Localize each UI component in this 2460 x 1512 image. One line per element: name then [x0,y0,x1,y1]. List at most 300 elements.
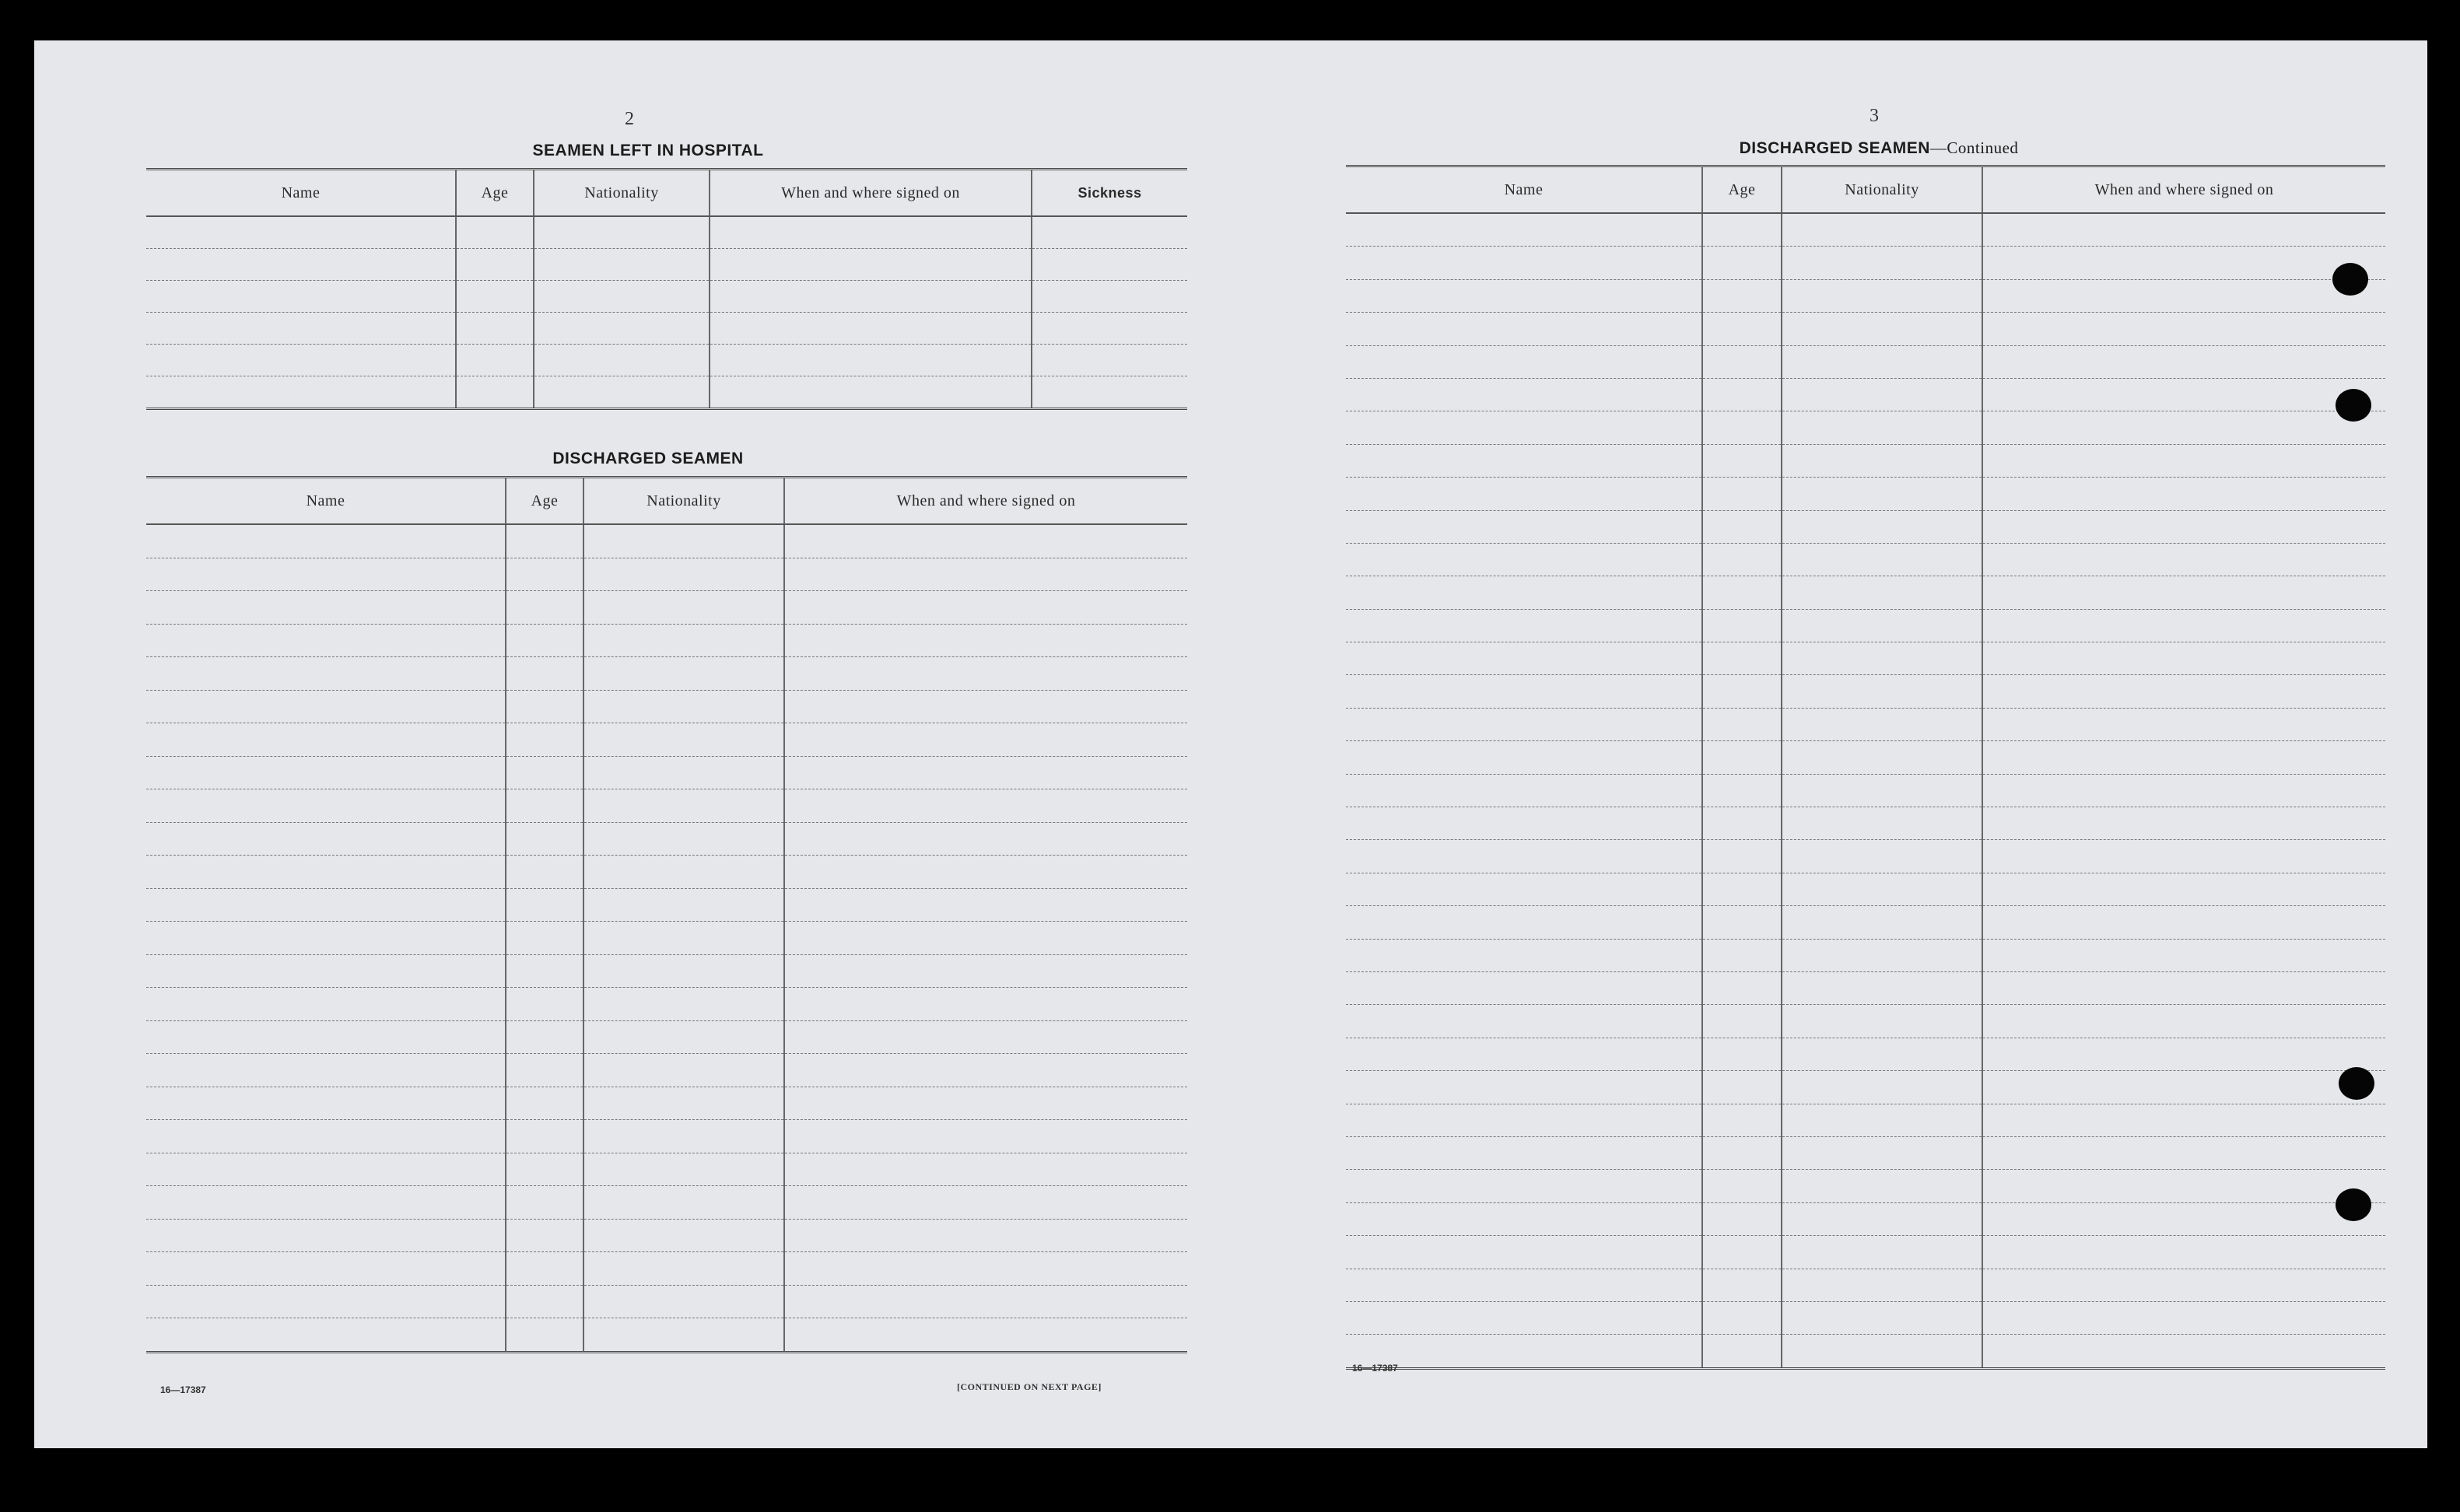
hospital-table [146,168,1187,410]
table-cell [1702,774,1782,807]
table-row [1346,609,2385,642]
hospital-header-row [146,170,1187,217]
table-cell [1702,411,1782,444]
table-row [1346,1301,2385,1334]
table-cell [710,376,1032,409]
table-cell [1346,543,1702,576]
table-cell [583,690,784,723]
table-cell [146,856,506,889]
punch-hole [2332,263,2368,296]
table-cell [1702,1104,1782,1136]
table-cell [506,856,583,889]
table-row [1346,807,2385,840]
table-row [146,1252,1187,1286]
table-cell [1346,478,1702,510]
table-cell [1782,444,1982,477]
table-row [1346,1038,2385,1070]
table-row [146,524,1187,558]
table-cell [146,1318,506,1353]
table-cell [583,756,784,789]
table-cell [1982,1071,2385,1104]
table-cell [1982,1170,2385,1202]
continued-title-suffix: —Continued [1929,138,2019,157]
table-cell [1782,378,1982,411]
table-cell [456,376,534,409]
table-cell [1782,1136,1982,1169]
table-cell [1782,478,1982,510]
table-row [146,1120,1187,1153]
table-cell [784,1186,1187,1220]
table-cell [1346,873,1702,905]
table-cell [146,524,506,558]
table-cell [456,249,534,281]
table-cell [1702,939,1782,971]
table-cell [1702,873,1782,905]
discharged-table [146,476,1187,1353]
table-row [146,789,1187,823]
table-cell [506,1285,583,1318]
table-cell [784,954,1187,988]
table-cell [583,1219,784,1252]
table-cell [146,690,506,723]
table-cell [784,856,1187,889]
table-cell [1702,1038,1782,1070]
table-row [146,1318,1187,1353]
table-cell [583,1252,784,1286]
table-cell [583,822,784,856]
table-cell [1032,313,1187,345]
table-cell [1982,1301,2385,1334]
discharged-rows [146,524,1187,1352]
table-cell [1702,840,1782,873]
table-row [146,988,1187,1021]
table-cell [146,1120,506,1153]
table-cell [1782,774,1982,807]
table-cell [784,1120,1187,1153]
table-cell [583,657,784,691]
table-cell [1982,576,2385,609]
table-cell [146,1020,506,1054]
table-cell [784,1285,1187,1318]
table-cell [1782,279,1982,312]
table-cell [146,1219,506,1252]
table-cell [146,558,506,591]
table-row [146,954,1187,988]
column-header-name: Name [146,170,456,217]
table-cell [1982,675,2385,708]
table-row [1346,478,2385,510]
table-cell [506,524,583,558]
table-cell [506,1219,583,1252]
table-cell [1982,247,2385,279]
table-cell [1782,741,1982,774]
continued-header-row [1346,166,2385,214]
table-cell [1782,543,1982,576]
table-cell [506,1318,583,1353]
table-cell [1346,279,1702,312]
table-row [1346,1269,2385,1301]
table-cell [1346,675,1702,708]
table-cell [1782,873,1982,905]
table-cell [1982,741,2385,774]
table-cell [1346,1269,1702,1301]
table-cell [1782,1269,1982,1301]
table-cell [784,822,1187,856]
table-cell [146,1054,506,1087]
table-cell [1346,378,1702,411]
table-cell [1982,378,2385,411]
table-cell [506,657,583,691]
table-row [1346,1236,2385,1269]
table-cell [506,1054,583,1087]
table-cell [1346,1170,1702,1202]
table-cell [1702,708,1782,740]
table-cell [506,888,583,922]
table-cell [784,888,1187,922]
table-cell [1346,510,1702,543]
table-cell [1782,840,1982,873]
table-cell [583,591,784,625]
table-cell [146,281,456,313]
table-cell [1982,774,2385,807]
table-row [146,313,1187,345]
table-cell [1782,1005,1982,1038]
table-cell [1982,971,2385,1004]
table-cell [784,723,1187,757]
table-cell [506,922,583,955]
table-cell [1982,1335,2385,1368]
table-cell [1346,1236,1702,1269]
table-cell [583,1020,784,1054]
table-row [146,1020,1187,1054]
table-row [146,281,1187,313]
table-cell [1782,642,1982,675]
table-cell [506,1153,583,1186]
form-number: 16—17387 [160,1384,206,1395]
table-cell [1982,1236,2385,1269]
table-cell [784,756,1187,789]
table-cell [534,313,710,345]
table-row [1346,345,2385,378]
table-cell [1346,1136,1702,1169]
table-cell [784,1020,1187,1054]
table-cell [1346,741,1702,774]
table-cell [1782,213,1982,247]
table-cell [583,1054,784,1087]
table-cell [784,1054,1187,1087]
table-cell [506,690,583,723]
table-row [1346,1071,2385,1104]
table-cell [1702,279,1782,312]
table-cell [583,988,784,1021]
table-cell [1782,675,1982,708]
table-cell [506,723,583,757]
column-header-age: Age [456,170,534,217]
column-header-age: Age [1702,166,1782,214]
continued-title-main: DISCHARGED SEAMEN [1739,139,1930,157]
table-cell [1346,774,1702,807]
table-cell [146,988,506,1021]
table-cell [146,922,506,955]
table-cell [1782,510,1982,543]
table-cell [534,345,710,376]
table-cell [146,1252,506,1286]
table-cell [1782,609,1982,642]
table-row [1346,774,2385,807]
table-row [146,856,1187,889]
table-cell [583,888,784,922]
table-cell [1346,1104,1702,1136]
table-row [146,1219,1187,1252]
table-cell [583,524,784,558]
table-cell [1702,1071,1782,1104]
table-row [1346,708,2385,740]
column-header-sickness: Sickness [1032,170,1187,217]
table-row [146,376,1187,409]
table-cell [583,856,784,889]
table-cell [1702,313,1782,345]
table-row [146,822,1187,856]
table-cell [506,1087,583,1120]
table-cell [1032,376,1187,409]
table-cell [710,313,1032,345]
table-row [1346,840,2385,873]
column-header-name: Name [1346,166,1702,214]
hospital-section-title: SEAMEN LEFT IN HOSPITAL [532,142,764,159]
table-cell [583,1087,784,1120]
table-row [1346,675,2385,708]
table-cell [506,558,583,591]
table-cell [456,313,534,345]
table-cell [784,1087,1187,1120]
table-cell [1782,1104,1982,1136]
table-cell [146,1186,506,1220]
table-cell [1782,1071,1982,1104]
table-cell [146,216,456,249]
table-cell [1702,1005,1782,1038]
column-header-age: Age [506,478,583,525]
table-cell [1346,247,1702,279]
table-cell [1982,1202,2385,1235]
table-cell [1982,939,2385,971]
table-cell [146,789,506,823]
table-row [1346,444,2385,477]
table-row [146,1087,1187,1120]
table-cell [1982,807,2385,840]
table-cell [1032,249,1187,281]
table-cell [1982,345,2385,378]
table-cell [1982,543,2385,576]
table-cell [506,1120,583,1153]
table-cell [1782,1038,1982,1070]
table-cell [1346,1202,1702,1235]
table-cell [1702,1202,1782,1235]
table-cell [1982,313,2385,345]
table-cell [1982,510,2385,543]
table-cell [1346,807,1702,840]
table-row [146,1054,1187,1087]
table-cell [1702,642,1782,675]
discharged-header-row [146,478,1187,525]
table-cell [146,249,456,281]
table-cell [506,988,583,1021]
table-row [146,888,1187,922]
continued-table [1346,165,2385,1370]
punch-hole [2336,389,2371,422]
table-cell [1982,279,2385,312]
table-cell [784,1252,1187,1286]
table-cell [1982,873,2385,905]
table-cell [1702,971,1782,1004]
table-cell [1982,1005,2385,1038]
continued-section-title [1338,138,2420,158]
table-row [1346,873,2385,905]
table-cell [1982,213,2385,247]
form-sheet [34,40,2427,1448]
table-cell [583,723,784,757]
table-row [1346,378,2385,411]
table-cell [1346,213,1702,247]
table-cell [1032,216,1187,249]
table-cell [784,988,1187,1021]
punch-hole [2339,1067,2374,1100]
table-cell [506,1186,583,1220]
table-cell [1346,971,1702,1004]
table-row [1346,247,2385,279]
table-cell [1702,1269,1782,1301]
table-cell [1982,840,2385,873]
table-cell [1702,444,1782,477]
table-cell [506,1252,583,1286]
table-cell [1982,906,2385,939]
table-cell [1982,411,2385,444]
table-cell [506,591,583,625]
table-row [1346,1335,2385,1368]
table-row [146,756,1187,789]
table-row [146,624,1187,657]
table-cell [146,822,506,856]
table-cell [1346,708,1702,740]
column-header-nationality: Nationality [583,478,784,525]
table-cell [456,345,534,376]
table-cell [506,789,583,823]
table-row [1346,939,2385,971]
table-cell [583,1186,784,1220]
table-cell [784,558,1187,591]
table-cell [784,1318,1187,1353]
table-cell [1346,609,1702,642]
table-cell [710,249,1032,281]
page-number: 2 [625,109,634,129]
page-number: 3 [1870,106,1879,126]
table-cell [583,1120,784,1153]
table-cell [534,376,710,409]
table-cell [1702,609,1782,642]
table-cell [1346,345,1702,378]
table-cell [583,1318,784,1353]
table-cell [1982,478,2385,510]
table-row [1346,741,2385,774]
table-cell [1782,906,1982,939]
table-cell [1782,247,1982,279]
table-cell [1346,313,1702,345]
table-row [1346,642,2385,675]
table-cell [456,216,534,249]
table-cell [1702,378,1782,411]
table-cell [1346,444,1702,477]
table-cell [1782,939,1982,971]
table-cell [146,624,506,657]
table-cell [583,954,784,988]
table-cell [146,723,506,757]
table-cell [1702,906,1782,939]
table-cell [1982,1038,2385,1070]
table-cell [1702,345,1782,378]
discharged-section-title: DISCHARGED SEAMEN [552,450,744,467]
table-cell [784,524,1187,558]
table-cell [534,216,710,249]
table-cell [1982,444,2385,477]
table-row [1346,576,2385,609]
table-row [1346,411,2385,444]
table-cell [506,822,583,856]
table-row [1346,510,2385,543]
table-row [1346,1104,2385,1136]
column-header-signed-on: When and where signed on [784,478,1187,525]
table-cell [1702,543,1782,576]
table-cell [1782,1236,1982,1269]
table-cell [1702,1136,1782,1169]
table-row [1346,313,2385,345]
table-cell [1702,741,1782,774]
table-cell [1346,576,1702,609]
table-cell [1702,576,1782,609]
table-cell [710,345,1032,376]
table-cell [583,624,784,657]
table-row [146,216,1187,249]
table-cell [1346,642,1702,675]
table-cell [1702,247,1782,279]
table-cell [1982,1136,2385,1169]
table-cell [1782,313,1982,345]
table-cell [784,591,1187,625]
table-row [146,1186,1187,1220]
table-row [146,591,1187,625]
table-row [146,1285,1187,1318]
table-cell [1346,906,1702,939]
table-cell [146,591,506,625]
table-cell [1346,1301,1702,1334]
table-cell [1982,1104,2385,1136]
table-cell [1346,1005,1702,1038]
table-cell [146,657,506,691]
table-cell [146,345,456,376]
table-cell [784,789,1187,823]
table-cell [1702,1236,1782,1269]
table-cell [1346,1038,1702,1070]
table-cell [1702,675,1782,708]
table-cell [583,922,784,955]
table-cell [146,376,456,409]
table-cell [583,1285,784,1318]
table-cell [784,1219,1187,1252]
column-header-nationality: Nationality [534,170,710,217]
table-cell [784,1153,1187,1186]
continued-rows [1346,213,2385,1368]
table-cell [534,249,710,281]
table-row [1346,971,2385,1004]
table-row [146,657,1187,691]
